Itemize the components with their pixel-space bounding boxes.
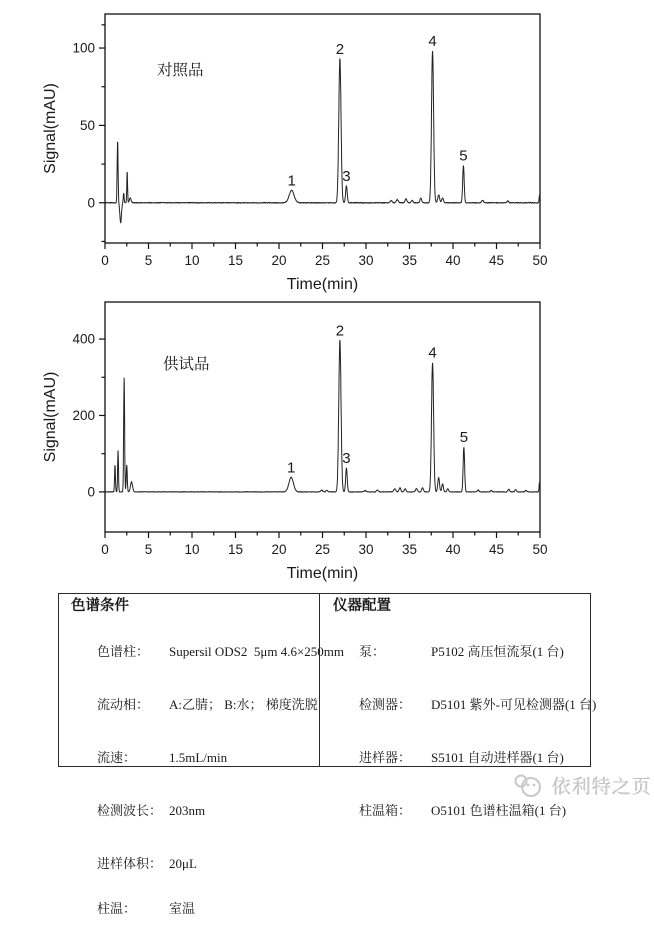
peak-label: 2 [335,40,345,58]
instrument-configuration-column [319,594,597,818]
row-value: Supersil ODS2 5μm 4.6×250mm [169,644,345,659]
x-axis-label: Time(min) [286,565,359,582]
sample-annotation: 对照品 [157,62,204,79]
peak-label: 3 [342,450,351,468]
x-tick-label: 25 [314,253,331,268]
peak-label: 5 [459,147,468,165]
row-value: S5101 自动进样器(1 台) [431,750,564,765]
table-row [71,629,345,674]
conditions-header: 色谱条件 [71,598,129,614]
row-label: 检测器： [359,697,412,712]
row-label: 流速： [97,750,137,765]
sample-annotation: 供试品 [163,356,210,373]
x-tick-label: 35 [401,542,418,557]
chromatogram-sample-chart [0,290,654,590]
peak-label: 4 [428,33,437,51]
row-label: 检测波长： [97,803,163,818]
table-row [71,735,319,780]
x-tick-label: 0 [101,542,109,557]
y-tick-label: 200 [72,407,95,423]
y-axis-label: Signal(mAU) [42,371,59,463]
x-tick-label: 10 [184,253,200,268]
table-row [333,629,590,674]
y-tick-label: 50 [79,117,95,133]
row-label: 柱温箱： [359,803,412,818]
watermark-text: 依利特之页 [552,777,653,798]
peak-label: 1 [287,459,296,477]
x-tick-label: 45 [488,253,505,268]
watermark [512,772,652,799]
y-tick-label: 400 [72,331,95,347]
table-row [71,682,319,727]
peak-label: 3 [342,167,351,185]
instruments-header: 仪器配置 [333,598,391,614]
x-tick-label: 40 [445,253,461,268]
x-tick-label: 50 [532,542,548,557]
row-value: 1.5mL/min [169,750,228,765]
peak-label: 5 [459,429,469,447]
axis-tick-labels [72,41,547,268]
axis-tick-labels [72,332,547,557]
table-row [71,841,319,886]
row-value: O5101 色谱柱温箱(1 台) [431,803,567,818]
peak-label: 4 [428,344,437,362]
plot-frame [105,302,540,532]
table-row [333,682,597,727]
watermark-logo-icon [512,773,546,799]
x-tick-label: 15 [227,253,244,268]
x-tick-label: 40 [445,542,461,557]
y-tick-label: 0 [87,195,95,211]
y-tick-label: 0 [87,484,95,500]
conditions-table [58,593,597,916]
row-label: 泵： [359,644,386,659]
row-label: 色谱柱： [97,644,150,659]
plot-frame [105,14,540,243]
row-value: 室温 [169,901,196,916]
x-tick-label: 5 [144,253,153,268]
row-value: D5101 紫外-可见检测器(1 台) [431,697,597,712]
x-tick-label: 20 [271,542,287,557]
x-tick-label: 50 [532,253,548,268]
x-tick-label: 35 [401,253,418,268]
row-value: 203nm [169,803,206,818]
row-label: 进样体积： [97,856,163,871]
row-label: 柱温： [97,901,137,916]
peak-label: 2 [335,322,345,340]
x-tick-label: 10 [184,542,200,557]
row-value: A:乙腈； B:水； 梯度洗脱 [169,697,318,712]
peak-labels [287,323,468,477]
peak-label: 1 [287,172,296,190]
table-row [71,886,319,931]
x-tick-label: 45 [488,542,505,557]
axis-ticks [99,25,540,249]
y-tick-label: 100 [72,40,95,56]
x-tick-label: 25 [314,542,331,557]
y-axis-label: Signal(mAU) [42,83,59,174]
x-axis-label: Time(min) [286,276,359,293]
peak-labels [287,33,467,189]
x-tick-label: 5 [144,542,153,557]
chromatogram-reference-chart [0,0,654,300]
x-tick-label: 0 [101,253,109,268]
row-value: 20μL [169,856,197,871]
x-tick-label: 30 [358,253,374,268]
table-row [71,788,319,833]
x-tick-label: 20 [271,253,287,268]
x-tick-label: 15 [227,542,244,557]
row-label: 进样器： [359,750,412,765]
row-value: P5102 高压恒流泵(1 台) [431,644,564,659]
row-label: 流动相： [97,697,150,712]
chromatographic-conditions-column [59,594,345,916]
x-tick-label: 30 [358,542,374,557]
